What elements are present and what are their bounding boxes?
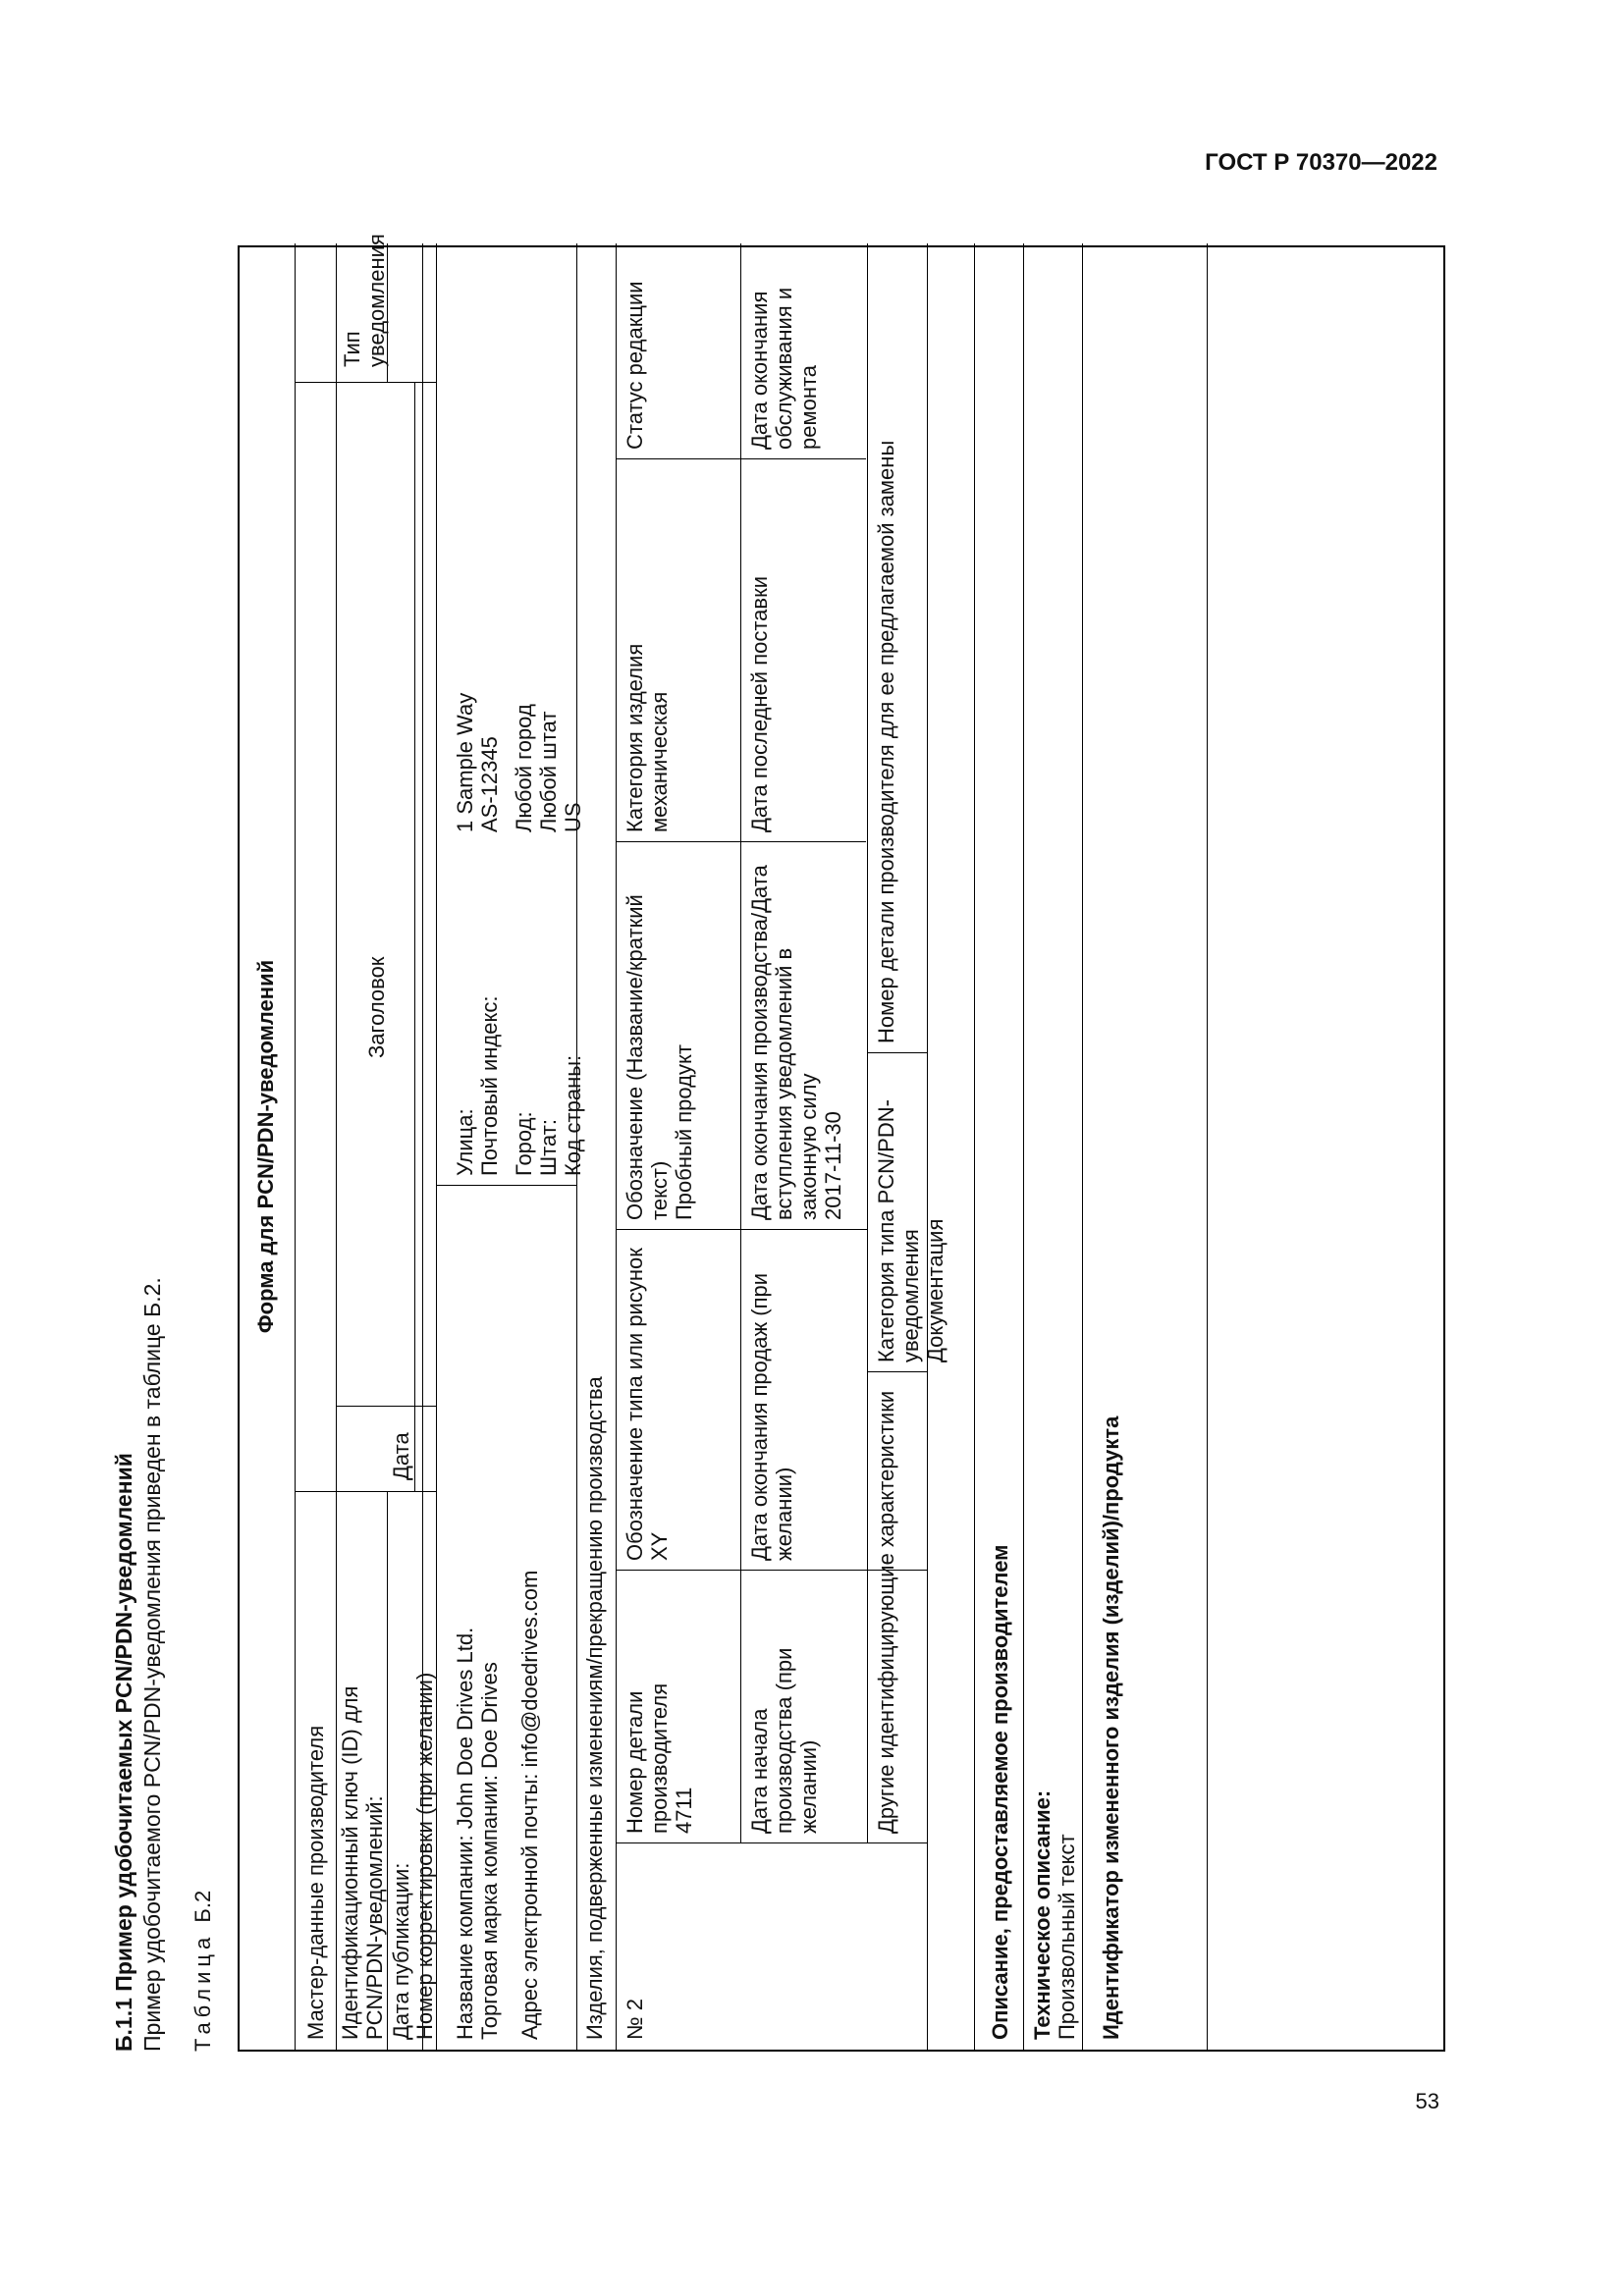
street-label: Улица: [453,1108,477,1176]
zip-value: AS-12345 [477,736,502,832]
address-labels [446,891,585,1186]
rotated-page-content [110,79,1504,2052]
revision-number-label: Номер корректировки (при желании) [412,1672,437,2040]
city-value: Любой город [512,704,536,832]
part-number-block [616,1571,740,1843]
identifier-section-label: Идентификатор измененного изделия (изделий)/продукта [1099,1415,1123,2040]
end-service: Дата окончания обслуживания и ремонта [747,287,821,450]
notification-type-label: Тип уведомления [340,234,389,367]
tech-description-label: Техническое описание: [1030,1789,1055,2040]
row-number: № 2 [623,1999,647,2040]
type-block [616,1230,740,1571]
products-section-label: Изделия, подверженные изменениям/прекращению производства [582,1376,607,2040]
publication-date-label: Дата публикации: [389,1862,413,2040]
company-block [446,1196,573,2050]
end-sales: Дата окончания продаж (при желании) [747,1272,796,1561]
type-value: XY [647,1531,672,1561]
other-features: Другие идентифицирующие характеристики [874,1390,898,1834]
state-label: Штат: [536,1119,561,1176]
city-label: Город: [512,1111,536,1176]
heading-label: Заголовок [364,956,389,1058]
company-email: Адрес электронной почты: info@doedrives.com [517,1570,542,2040]
part-number-value: 4711 [672,1787,696,1834]
status-label: Статус редакции [623,281,647,450]
part-number-label: Номер детали производителя [623,1682,672,1834]
section-title: Б.1.1 Пример удобочитаемых PCN/PDN-уведомлений [111,1453,136,2052]
tech-description-block [1023,872,1082,2050]
table-caption [190,1891,216,2052]
address-values [446,548,585,842]
table-caption-number: Б.2 [190,1890,215,1923]
country-value: US [561,802,585,832]
category-value: механическая [647,691,672,832]
end-production-value: 2017-11-30 [821,1111,845,1220]
end-production-label: Дата окончания производства/Дата вступления уведомлений в законную силу [747,865,821,1220]
form-title: Форма для PCN/PDN-уведомлений [253,959,278,1334]
designation-label: Обозначение (Название/краткий текст) [623,894,672,1220]
start-production: Дата начала производства (при желании) [747,1647,821,1834]
company-brand: Торговая марка компании: Doe Drives [477,1662,502,2040]
state-value: Любой штат [536,711,561,832]
category-block [616,459,740,842]
section-header [110,1277,167,2052]
last-delivery: Дата последней поставки [747,575,772,832]
designation-value: Пробный продукт [672,1044,696,1220]
pcn-type-value: Документация [923,1218,947,1362]
replacement-part: Номер детали производителя для ее предлагаемой замены [874,440,898,1043]
designation-block [616,842,740,1230]
zip-label: Почтовый индекс: [477,995,502,1176]
company-name: Название компании: John Doe Drives Ltd. [453,1627,477,2040]
pcn-form-table [238,234,1445,2052]
pcn-type-block [867,1053,947,1372]
description-section-label: Описание, предоставляемое производителем [988,1544,1012,2040]
date-label: Дата [389,1432,413,1480]
id-key-label: Идентификационный ключ (ID) для PCN/PDN-уведомлений: [338,1685,387,2040]
type-label: Обозначение типа или рисунок [623,1248,647,1561]
tech-description-value: Произвольный текст [1055,1834,1079,2040]
country-label: Код страны: [561,1054,585,1176]
section-intro: Пример удобочитаемого PCN/PDN-уведомления приведен в таблице Б.2. [139,1277,165,2052]
page-number: 53 [1415,2089,1439,2113]
master-data-label: Мастер-данные производителя [303,1725,328,2040]
pcn-type-label: Категория типа PCN/PDN-уведомления [874,1099,923,1362]
street-value: 1 Sample Way [453,692,477,832]
category-label: Категория изделия [623,643,647,832]
end-production-block [740,842,867,1230]
table-caption-word: Таблица [190,1932,215,2052]
standard-number: ГОСТ Р 70370—2022 [1205,149,1437,176]
